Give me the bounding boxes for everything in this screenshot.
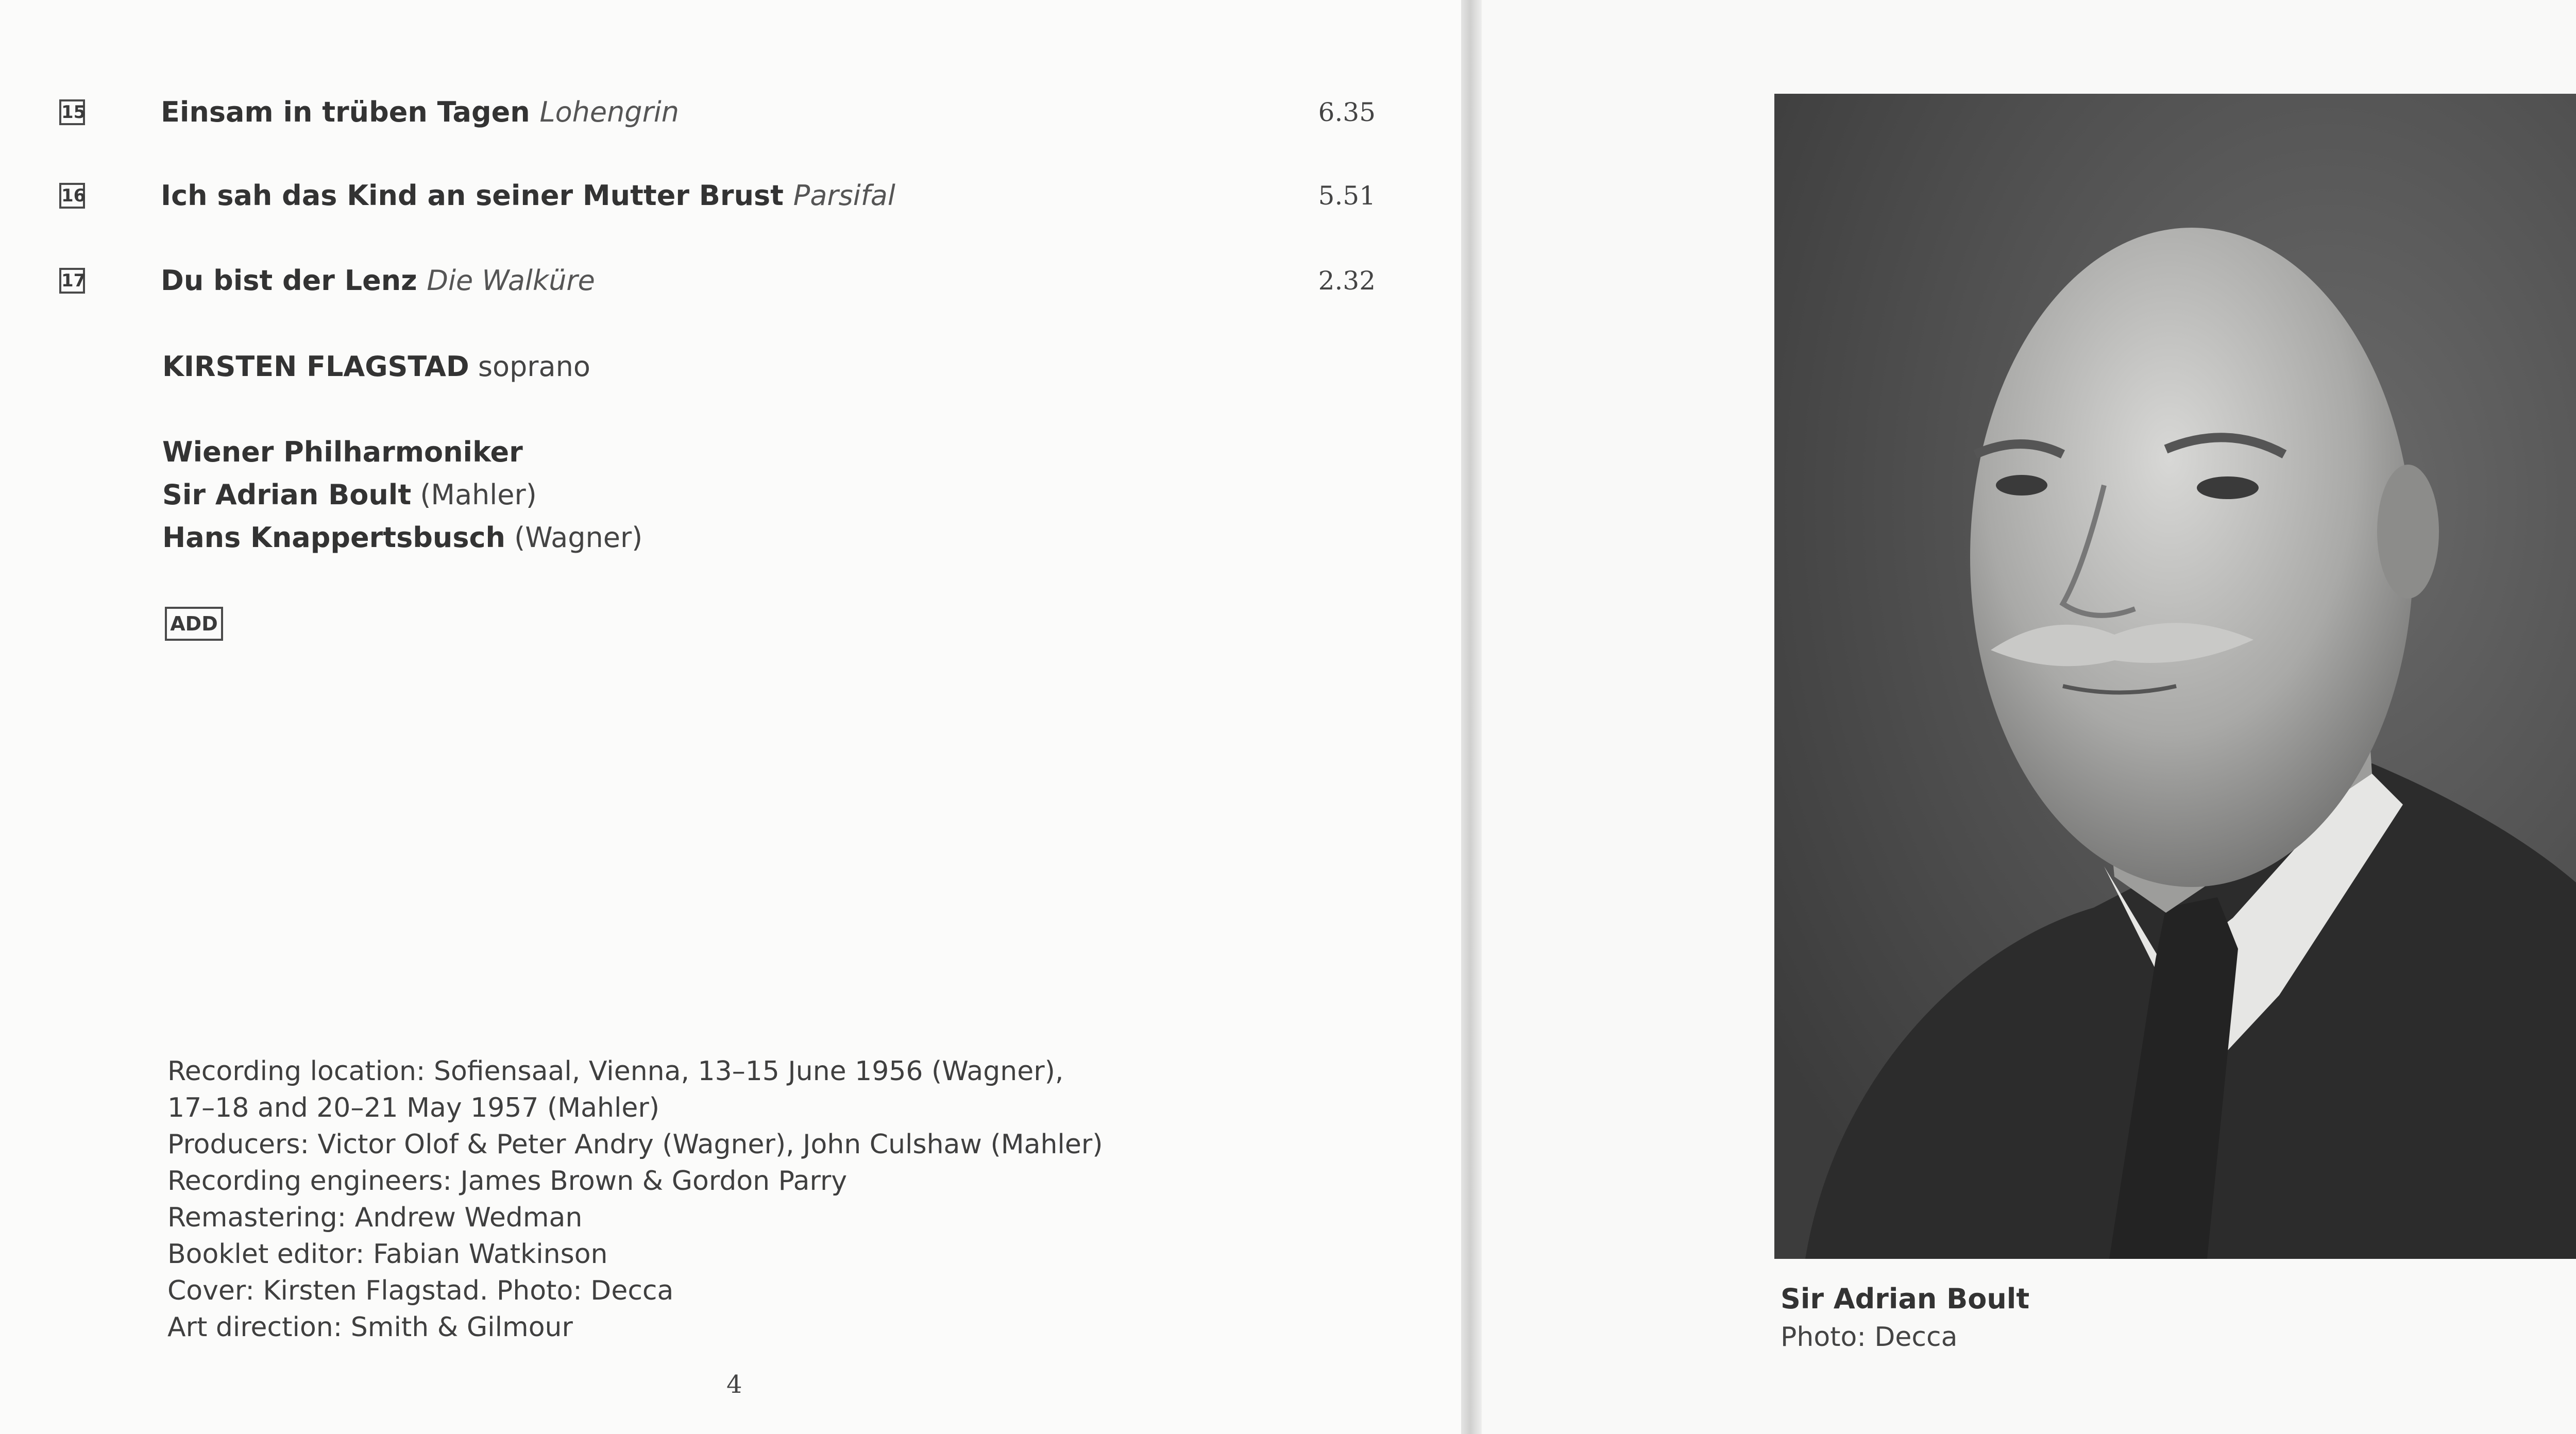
track-title	[161, 94, 679, 130]
soloist-voice: soprano	[478, 350, 590, 383]
track-row	[0, 94, 1461, 135]
track-row	[0, 263, 1461, 304]
track-opera: Die Walküre	[427, 264, 595, 297]
credit-line: Booklet editor: Fabian Watkinson	[167, 1239, 608, 1270]
track-duration: 6.35	[1318, 97, 1376, 127]
recording-credits	[167, 1053, 1103, 1346]
track-title-text: Ich sah das Kind an seiner Mutter Brust	[161, 179, 784, 212]
conductor-name: Hans Knappertsbusch	[162, 521, 505, 554]
track-title-text: Du bist der Lenz	[161, 264, 417, 297]
track-title-text: Einsam in trüben Tagen	[161, 96, 530, 128]
track-title	[161, 178, 895, 214]
track-duration: 5.51	[1318, 181, 1376, 211]
add-badge: ADD	[165, 607, 223, 641]
booklet-spine	[1461, 0, 1482, 1434]
conductor-note: (Wagner)	[514, 521, 643, 554]
track-opera: Lohengrin	[539, 96, 680, 128]
soloist-name: KIRSTEN FLAGSTAD	[162, 350, 469, 383]
credit-line: Art direction: Smith & Gilmour	[167, 1312, 573, 1343]
track-duration: 2.32	[1318, 266, 1376, 296]
credit-line: Recording location: Sofiensaal, Vienna, 13–15 June 1956 (Wagner),	[167, 1056, 1064, 1087]
track-number-box: 17	[59, 268, 85, 294]
conductor-line	[162, 520, 642, 556]
orchestra-name: Wiener Philharmoniker	[162, 436, 523, 468]
photo-caption-name: Sir Adrian Boult	[1781, 1283, 2030, 1315]
page-number: 4	[726, 1370, 742, 1399]
track-opera: Parsifal	[793, 179, 895, 212]
portrait-photo	[1774, 94, 2576, 1259]
credit-line: 17–18 and 20–21 May 1957 (Mahler)	[167, 1092, 660, 1123]
credit-line: Recording engineers: James Brown & Gordon Parry	[167, 1166, 848, 1197]
track-number-box: 16	[59, 183, 85, 209]
track-number-box: 15	[59, 99, 85, 125]
credit-line: Cover: Kirsten Flagstad. Photo: Decca	[167, 1275, 674, 1306]
conductor-line	[162, 477, 537, 513]
track-title	[161, 263, 595, 299]
conductor-note: (Mahler)	[420, 479, 537, 511]
track-row	[0, 178, 1461, 219]
portrait-illustration	[1774, 94, 2576, 1259]
soloist-line	[162, 349, 590, 385]
credit-line: Remastering: Andrew Wedman	[167, 1202, 583, 1233]
conductor-name: Sir Adrian Boult	[162, 479, 412, 511]
credit-line: Producers: Victor Olof & Peter Andry (Wagner), John Culshaw (Mahler)	[167, 1129, 1103, 1160]
photo-caption-credit: Photo: Decca	[1781, 1322, 1958, 1353]
